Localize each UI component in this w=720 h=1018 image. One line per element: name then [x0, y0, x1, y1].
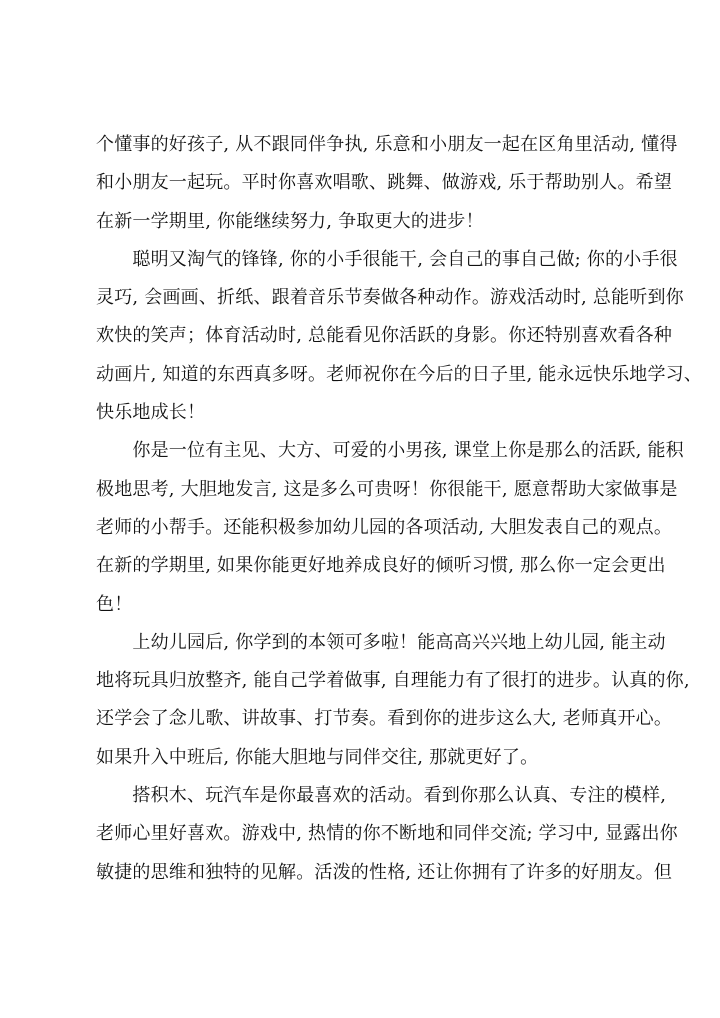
text-line: 动画片, 知道的东西真多呀。老师祝你在今后的日子里, 能永远快乐地学习、	[96, 363, 703, 385]
text-line: 如果升入中班后, 你能大胆地与同伴交往, 那就更好了。	[96, 746, 539, 768]
text-line: 在新一学期里, 你能继续努力, 争取更大的进步！	[96, 210, 484, 232]
paragraph-start-line: 聪明又淘气的锋锋, 你的小手很能干, 会自己的事自己做; 你的小手很	[96, 248, 678, 270]
text-line: 个懂事的好孩子, 从不跟同伴争执, 乐意和小朋友一起在区角里活动, 懂得	[96, 134, 678, 155]
text-line: 快乐地成长！	[96, 402, 206, 424]
text-line: 和小朋友一起玩。平时你喜欢唱歌、跳舞、做游戏, 乐于帮助别人。希望	[96, 172, 673, 194]
text-line: 欢快的笑声；体育活动时, 总能看见你活跃的身影。你还特别喜欢看各种	[96, 325, 673, 347]
text-line: 色！	[96, 593, 133, 615]
paragraph-start-line: 上幼儿园后, 你学到的本领可多啦！能高高兴兴地上幼儿园, 能主动	[96, 631, 666, 653]
paragraph-start-line: 你是一位有主见、大方、可爱的小男孩, 课堂上你是那么的活跃, 能积	[96, 440, 684, 462]
text-line: 在新的学期里, 如果你能更好地养成良好的倾听习惯, 那么你一定会更出	[96, 555, 666, 577]
text-line: 极地思考, 大胆地发言, 这是多么可贵呀！你很能干, 愿意帮助大家做事是	[96, 478, 678, 500]
document-body-text	[96, 126, 703, 892]
text-line: 敏捷的思维和独特的见解。活泼的性格, 还让你拥有了许多的好朋友。但	[96, 861, 673, 883]
text-line: 灵巧, 会画画、折纸、跟着音乐节奏做各种动作。游戏活动时, 总能听到你	[96, 287, 684, 309]
text-line: 老师心里好喜欢。游戏中, 热情的你不断地和同伴交流; 学习中, 显露出你	[96, 823, 678, 845]
text-line: 还学会了念儿歌、讲故事、打节奏。看到你的进步这么大, 老师真开心。	[96, 708, 673, 730]
text-line: 老师的小帮手。还能积极参加幼儿园的各项活动, 大胆发表自己的观点。	[96, 516, 673, 538]
text-line: 地将玩具归放整齐, 能自己学着做事, 自理能力有了很打的进步。认真的你,	[96, 670, 690, 692]
paragraph-start-line: 搭积木、玩汽车是你最喜欢的活动。看到你那么认真、专注的模样,	[96, 785, 667, 807]
